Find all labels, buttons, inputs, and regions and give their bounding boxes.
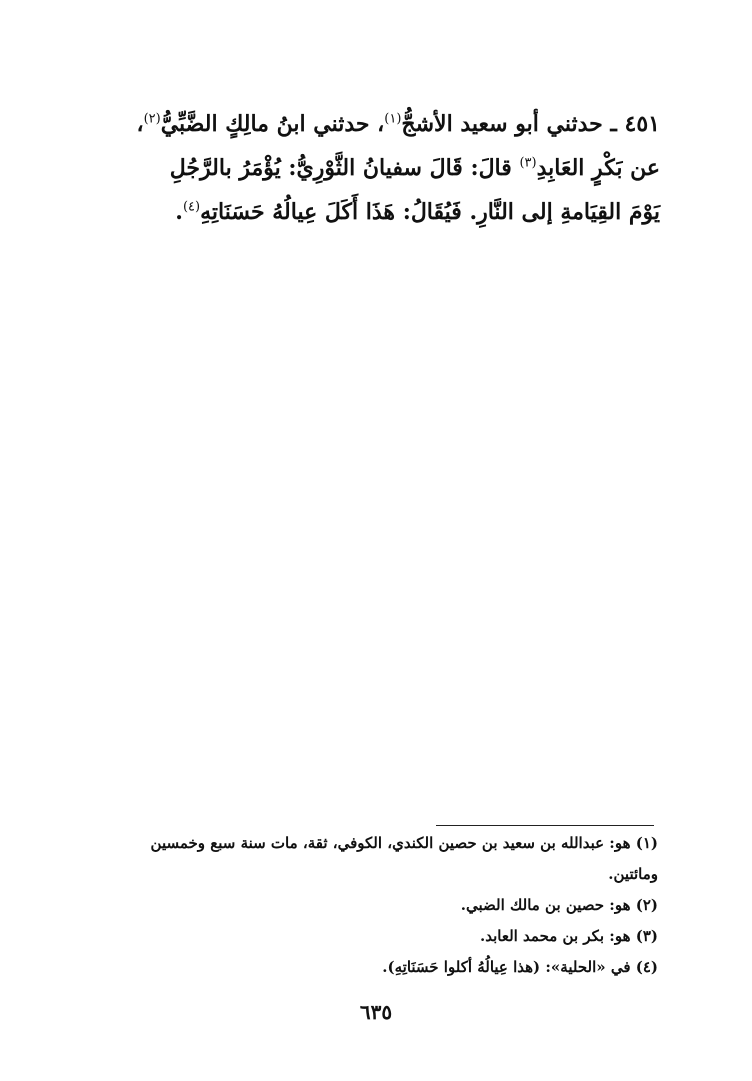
hadith-text <box>120 102 660 234</box>
hadith-line-3-part-b: . <box>175 199 183 225</box>
footnotes <box>100 828 658 983</box>
hadith-line-1-part-a: ٤٥١ ـ حدثني أبو سعيد الأشجُّ <box>401 111 660 137</box>
footnote-3: (٣) هو: بكر بن محمد العابد. <box>480 927 658 945</box>
hadith-line-2 <box>120 146 660 190</box>
footnote-4: (٤) في «الحلية»: (هذا عِيالُهُ أكلوا حَسَنَاتِهِ). <box>382 958 658 976</box>
footnote-divider <box>436 825 654 826</box>
hadith-line-1-part-c: ، <box>136 111 144 137</box>
footnote-1: (١) هو: عبدالله بن سعيد بن حصين الكندي، الكوفي، ثقة، مات سنة سبع وخمسين <box>150 834 658 852</box>
hadith-line-3-part-a: يَوْمَ القِيَامةِ إلى النَّارِ. فَيُقَالُ: هَذَا أَكَلَ عِيالُهُ حَسَنَاتِهِ <box>200 199 660 225</box>
hadith-line-2-part-a: عن بَكْرٍ العَابِدِ <box>536 155 660 181</box>
page-number: ٦٣٥ <box>359 1000 393 1024</box>
footnote-ref-1: (١) <box>384 111 402 127</box>
hadith-line-2-part-b: قالَ: قَالَ سفيانُ الثَّوْرِيُّ: يُؤْمَرُ بالرَّجُلِ <box>169 155 512 181</box>
footnote-ref-3: (٣) <box>519 155 537 171</box>
footnote-1-continuation: ومائتين. <box>608 865 658 883</box>
hadith-line-3 <box>120 190 660 234</box>
hadith-line-1-part-b: ، حدثني ابنُ مالِكٍ الضَّبِّيُّ <box>160 111 385 137</box>
footnote-ref-2: (٢) <box>143 111 161 127</box>
hadith-line-1 <box>120 102 660 146</box>
footnote-ref-4: (٤) <box>182 199 201 215</box>
footnote-2: (٢) هو: حصين بن مالك الضبي. <box>460 896 658 914</box>
